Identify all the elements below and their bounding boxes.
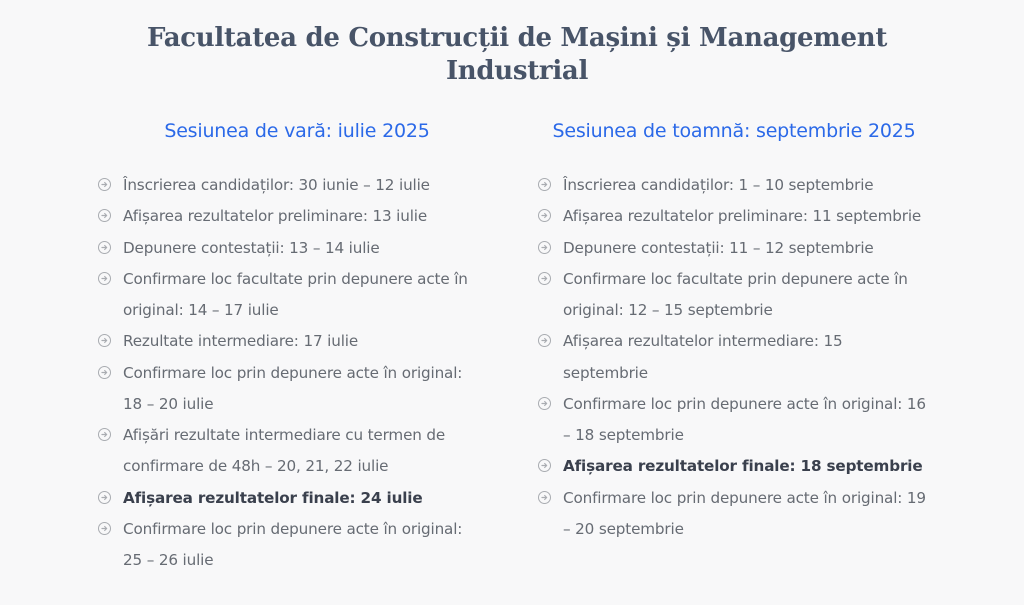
list-item-text: Înscrierea candidaților: 1 – 10 septembrie <box>563 176 874 194</box>
list-item-final-results <box>538 451 928 482</box>
circle-arrow-right-icon <box>98 178 111 191</box>
list-item <box>98 170 485 201</box>
list-item-text: Rezultate intermediare: 17 iulie <box>123 332 359 351</box>
list-item-text: Confirmare loc prin depunere acte în original: 16 – 18 septembrie <box>563 394 926 444</box>
list-item-text: Afișarea rezultatelor intermediare: 15 septembrie <box>563 332 843 382</box>
list-item <box>98 358 485 421</box>
circle-arrow-right-icon <box>538 178 551 191</box>
circle-arrow-right-icon <box>98 334 111 347</box>
list-item-text: Depunere contestații: 13 – 14 iulie <box>123 238 380 257</box>
list-item-text: Confirmare loc facultate prin depunere acte în original: 12 – 15 septembrie <box>563 269 908 319</box>
list-item <box>538 264 928 327</box>
autumn-schedule-list <box>538 170 928 545</box>
list-item <box>98 233 485 264</box>
circle-arrow-right-icon <box>98 491 111 504</box>
list-item <box>98 326 485 357</box>
list-item-text: Afișarea rezultatelor preliminare: 13 iulie <box>123 207 428 226</box>
list-item-text: Confirmare loc facultate prin depunere acte în original: 14 – 17 iulie <box>123 269 468 319</box>
circle-arrow-right-icon <box>98 209 111 222</box>
list-item-text: Afișarea rezultatelor preliminare: 11 septembrie <box>563 207 922 226</box>
list-item-text: Confirmare loc prin depunere acte în original: 18 – 20 iulie <box>123 363 463 413</box>
circle-arrow-right-icon <box>538 334 551 347</box>
page-title: Facultatea de Construcții de Mașini și Management Industrial <box>146 23 888 86</box>
list-item <box>98 264 485 327</box>
circle-arrow-right-icon <box>98 241 111 254</box>
summer-schedule-list <box>98 170 485 576</box>
circle-arrow-right-icon <box>538 459 551 472</box>
list-item-text: Afișări rezultate intermediare cu termen de confirmare de 48h – 20, 21, 22 iulie <box>123 426 446 476</box>
autumn-session <box>538 114 938 538</box>
list-item-text: Afișarea rezultatelor finale: 18 septembrie <box>563 457 923 476</box>
circle-arrow-right-icon <box>538 241 551 254</box>
list-item <box>98 201 485 232</box>
list-item <box>98 420 485 483</box>
circle-arrow-right-icon <box>98 366 111 379</box>
circle-arrow-right-icon <box>538 491 551 504</box>
list-item <box>538 326 928 389</box>
list-item-text: Confirmare loc prin depunere acte în original: 19 – 20 septembrie <box>563 488 926 538</box>
circle-arrow-right-icon <box>538 397 551 410</box>
circle-arrow-right-icon <box>98 428 111 441</box>
autumn-session-title: Sesiunea de toamnă: septembrie 2025 <box>552 120 916 142</box>
circle-arrow-right-icon <box>538 209 551 222</box>
list-item <box>538 233 928 264</box>
list-item-text: Confirmare loc prin depunere acte în original: 25 – 26 iulie <box>123 519 463 569</box>
list-item <box>538 389 928 452</box>
circle-arrow-right-icon <box>538 272 551 285</box>
list-item <box>538 170 928 201</box>
circle-arrow-right-icon <box>98 522 111 535</box>
list-item-final-results <box>98 483 485 514</box>
list-item-text: Afișarea rezultatelor finale: 24 iulie <box>123 488 423 507</box>
list-item-text: Înscrierea candidaților: 30 iunie – 12 iulie <box>123 176 430 194</box>
list-item-text: Depunere contestații: 11 – 12 septembrie <box>563 238 874 257</box>
summer-session <box>98 114 498 569</box>
list-item <box>98 514 485 577</box>
list-item <box>538 483 928 546</box>
circle-arrow-right-icon <box>98 272 111 285</box>
list-item <box>538 201 928 232</box>
summer-session-title: Sesiunea de vară: iulie 2025 <box>164 120 430 142</box>
